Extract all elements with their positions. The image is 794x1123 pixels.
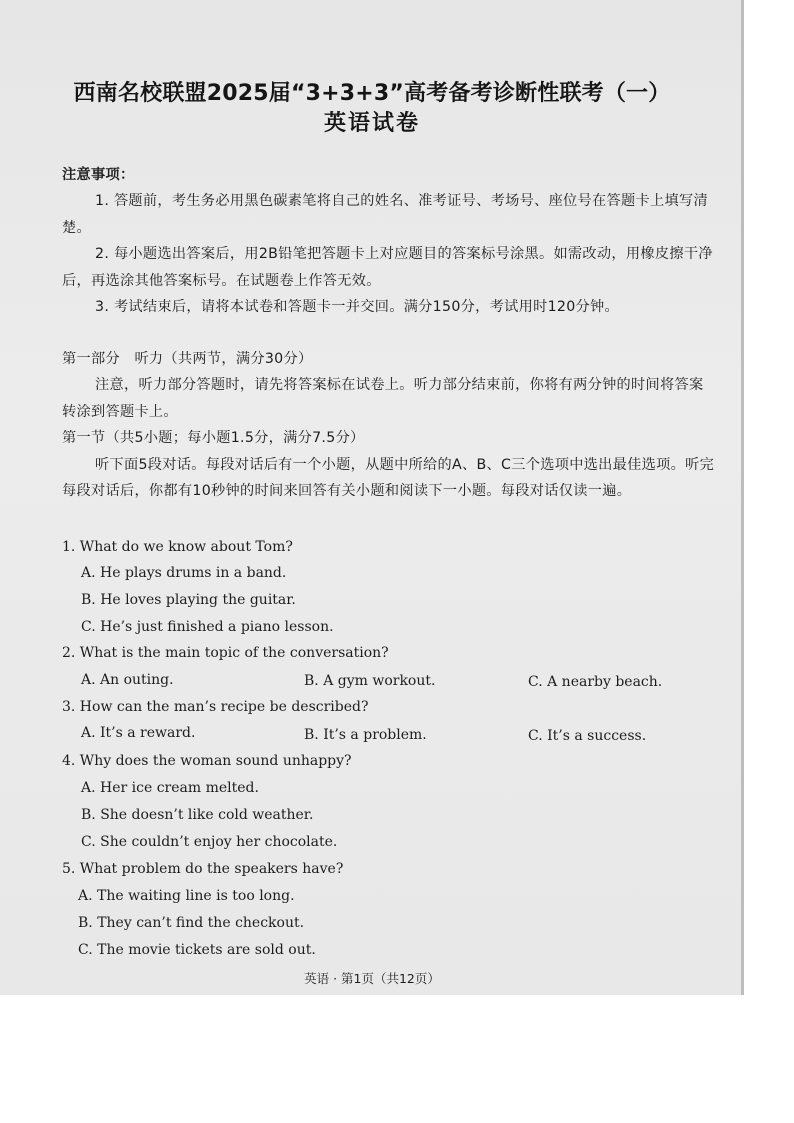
question-4-option-c: C. She couldn’t enjoy her chocolate.: [81, 834, 338, 850]
question-3-option-a: A. It’s a reward.: [81, 725, 196, 741]
question-4-stem: 4. Why does the woman sound unhappy?: [62, 753, 352, 769]
question-5-option-b: B. They can’t find the checkout.: [78, 915, 305, 931]
notice-item-1: 1. 答题前，考生务必用黑色碳素笔将自己的姓名、准考证号、考场号、座位号在答题卡上填写清楚。: [62, 193, 708, 236]
question-1-stem: 1. What do we know about Tom?: [62, 539, 293, 555]
part1-note: 注意，听力部分答题时，请先将答案标在试卷上。听力部分结束前，你将有两分钟的时间将答案转涂到答题卡上。: [62, 377, 704, 420]
question-2-option-b: B. A gym workout.: [304, 673, 436, 689]
question-1-option-a: A. He plays drums in a band.: [81, 565, 287, 581]
question-4-option-a: A. Her ice cream melted.: [81, 780, 259, 796]
question-1-option-b: B. He loves playing the guitar.: [81, 592, 296, 608]
notice-item-2: 2. 每小题选出答案后，用2B铅笔把答题卡上对应题目的答案标号涂黑。如需改动，用橡皮擦干净后，再选涂其他答案标号。在试题卷上作答无效。: [62, 246, 713, 289]
exam-title: 西南名校联盟2025届“3+3+3”高考备考诊断性联考（一）: [73, 81, 671, 106]
notice-section: [62, 162, 717, 320]
section1-instructions: 听下面5段对话。每段对话后有一个小题，从题中所给的A、B、C三个选项中选出最佳选项。听完每段对话后，你都有10秒钟的时间来回答有关小题和阅读下一小题。每段对话仅读一遍。: [62, 456, 715, 500]
question-5-option-c: C. The movie tickets are sold out.: [78, 942, 316, 958]
part1-heading: 第一部分 听力（共两节，满分30分）: [62, 351, 313, 367]
question-1-option-c: C. He’s just finished a piano lesson.: [81, 619, 334, 635]
question-3-stem: 3. How can the man’s recipe be described?: [62, 699, 369, 715]
page-footer: 英语 · 第1页（共12页）: [304, 971, 440, 986]
exam-subject: 英语试卷: [323, 111, 420, 136]
question-3-option-c: C. It’s a success.: [528, 728, 647, 744]
question-2-option-c: C. A nearby beach.: [528, 674, 663, 690]
question-5-stem: 5. What problem do the speakers have?: [62, 861, 344, 877]
question-4-option-b: B. She doesn’t like cold weather.: [81, 807, 314, 823]
section1-heading: 第一节（共5小题；每小题1.5分，满分7.5分）: [62, 430, 365, 447]
question-2-option-a: A. An outing.: [81, 672, 174, 688]
notice-item-3: 3. 考试结束后，请将本试卷和答题卡一并交回。满分150分，考试用时120分钟。: [95, 299, 620, 316]
notice-heading: 注意事项：: [62, 167, 135, 183]
question-2-stem: 2. What is the main topic of the conversation?: [62, 645, 389, 661]
question-5-option-a: A. The waiting line is too long.: [78, 888, 295, 904]
question-3-option-b: B. It’s a problem.: [304, 727, 427, 743]
part1-section: [62, 346, 717, 504]
page-edge: [741, 0, 744, 995]
